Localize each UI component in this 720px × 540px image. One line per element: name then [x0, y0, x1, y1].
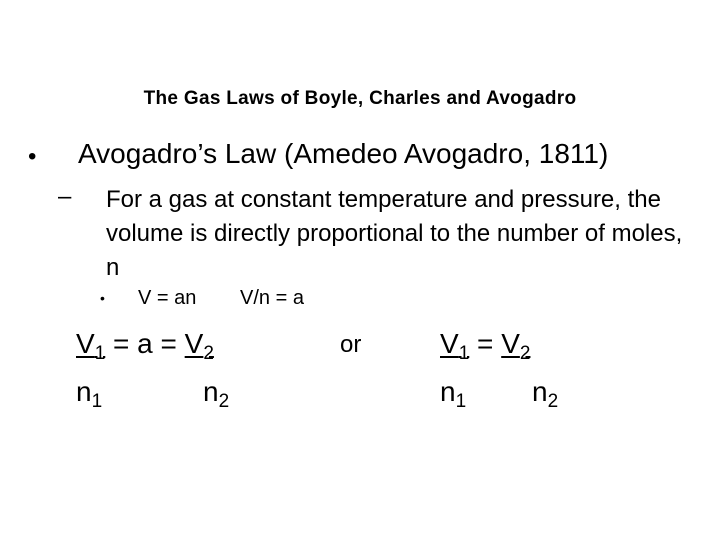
- formula-left-v1: $V_1$: [76, 328, 106, 364]
- formula-right-n1: $n_1$: [440, 376, 467, 412]
- law-heading: Avogadro’s Law (Amedeo Avogadro, 1811): [78, 138, 609, 169]
- formula-right-v2: $V_2$: [501, 328, 531, 364]
- equation-v-an: V = an: [138, 287, 197, 309]
- equation-v-over-n: V/n = a: [240, 287, 304, 309]
- sub-bullet-marker: •: [100, 290, 105, 306]
- formula-right-n2: $n_2$: [532, 376, 559, 412]
- formula-left-middle: = a =: [105, 328, 185, 359]
- formula-left-n1: $n_1$: [76, 376, 103, 412]
- connector-or: or: [340, 331, 362, 358]
- formula-right-middle: =: [469, 328, 502, 359]
- formula-left-v2: $V_2$: [184, 328, 214, 364]
- formula-right-numerator: [440, 328, 531, 364]
- formula-right-v1: $V_1$: [440, 328, 470, 364]
- bullet-marker: •: [28, 143, 37, 170]
- slide-title: The Gas Laws of Boyle, Charles and Avogadro: [143, 88, 577, 109]
- law-description: For a gas at constant temperature and pressure, the volume is directly proportional to the number of moles, n: [106, 186, 683, 281]
- formula-left-n2: $n_2$: [203, 376, 230, 412]
- dash-marker: –: [58, 183, 72, 210]
- formula-left-numerator: [76, 328, 214, 364]
